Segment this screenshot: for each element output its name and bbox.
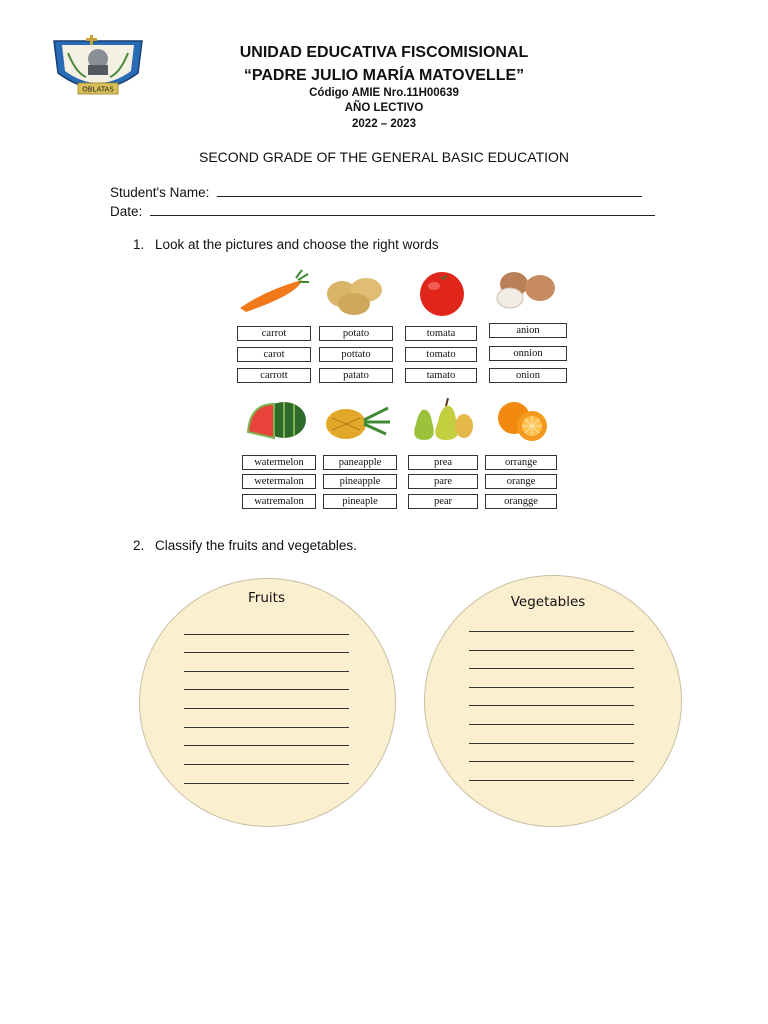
word-option[interactable]: carrot — [237, 326, 311, 341]
answer-line[interactable] — [469, 687, 634, 688]
word-option[interactable]: tomata — [405, 326, 477, 341]
vegetables-circle — [424, 575, 682, 827]
exercise1-instruction — [133, 237, 439, 252]
svg-text:OBLATAS: OBLATAS — [82, 85, 114, 94]
word-option[interactable]: onion — [489, 368, 567, 383]
fruits-circle-title: Fruits — [248, 590, 285, 606]
word-option[interactable]: anion — [489, 323, 567, 338]
word-option[interactable]: orrange — [485, 455, 557, 470]
amie-code: Código AMIE Nro.11H00639 — [309, 87, 459, 99]
school-name-line2: “PADRE JULIO MARÍA MATOVELLE” — [243, 67, 525, 84]
word-option[interactable]: carrott — [237, 368, 311, 383]
answer-line[interactable] — [469, 668, 634, 669]
word-option[interactable]: pottato — [319, 347, 393, 362]
answer-line[interactable] — [184, 783, 349, 784]
exercise2-text: Classify the fruits and vegetables. — [155, 538, 357, 553]
answer-line[interactable] — [469, 780, 634, 781]
word-option[interactable]: pear — [408, 494, 478, 509]
date-field[interactable] — [110, 203, 655, 219]
word-option[interactable]: orange — [485, 474, 557, 489]
student-name-field[interactable] — [110, 184, 642, 200]
carrot-icon — [236, 268, 310, 320]
word-option[interactable]: carot — [237, 347, 311, 362]
answer-line[interactable] — [469, 705, 634, 706]
word-option[interactable]: paneapple — [323, 455, 397, 470]
orange-icon — [490, 398, 552, 444]
answer-line[interactable] — [184, 764, 349, 765]
word-option[interactable]: pineapple — [323, 474, 397, 489]
date-line[interactable] — [150, 203, 655, 216]
pear-icon — [408, 396, 474, 444]
year-range: 2022 – 2023 — [352, 118, 416, 130]
pineapple-icon — [322, 398, 392, 442]
word-option[interactable]: watermelon — [242, 455, 316, 470]
fruits-circle — [139, 578, 396, 827]
answer-line[interactable] — [184, 652, 349, 653]
word-option[interactable]: orangge — [485, 494, 557, 509]
exercise2-instruction — [133, 538, 357, 553]
grade-title: SECOND GRADE OF THE GENERAL BASIC EDUCATION — [198, 149, 570, 165]
answer-line[interactable] — [469, 724, 634, 725]
word-option[interactable]: onnion — [489, 346, 567, 361]
date-label: Date: — [110, 204, 143, 219]
word-option[interactable]: tamato — [405, 368, 477, 383]
student-name-label: Student's Name: — [110, 185, 210, 200]
exercise1-number: 1. — [133, 237, 145, 252]
word-option[interactable]: pineaple — [323, 494, 397, 509]
vegetables-circle-title: Vegetables — [510, 594, 586, 610]
answer-line[interactable] — [184, 671, 349, 672]
year-label: AÑO LECTIVO — [344, 102, 424, 114]
answer-line[interactable] — [184, 689, 349, 690]
watermelon-icon — [244, 398, 308, 442]
onion-icon — [492, 266, 560, 312]
word-option[interactable]: potato — [319, 326, 393, 341]
answer-line[interactable] — [469, 761, 634, 762]
answer-line[interactable] — [184, 708, 349, 709]
tomato-icon — [414, 266, 470, 318]
potato-icon — [322, 268, 386, 318]
school-name-line1: UNIDAD EDUCATIVA FISCOMISIONAL — [239, 44, 529, 61]
exercise2-number: 2. — [133, 538, 145, 553]
word-option[interactable]: wetermalon — [242, 474, 316, 489]
answer-line[interactable] — [469, 650, 634, 651]
exercise1-text: Look at the pictures and choose the right words — [155, 237, 439, 252]
answer-line[interactable] — [469, 743, 634, 744]
student-name-line[interactable] — [217, 184, 642, 197]
word-option[interactable]: pare — [408, 474, 478, 489]
answer-line[interactable] — [184, 727, 349, 728]
word-option[interactable]: watremalon — [242, 494, 316, 509]
word-option[interactable]: patato — [319, 368, 393, 383]
answer-line[interactable] — [184, 745, 349, 746]
word-option[interactable]: prea — [408, 455, 478, 470]
answer-line[interactable] — [469, 631, 634, 632]
word-option[interactable]: tomato — [405, 347, 477, 362]
answer-line[interactable] — [184, 634, 349, 635]
